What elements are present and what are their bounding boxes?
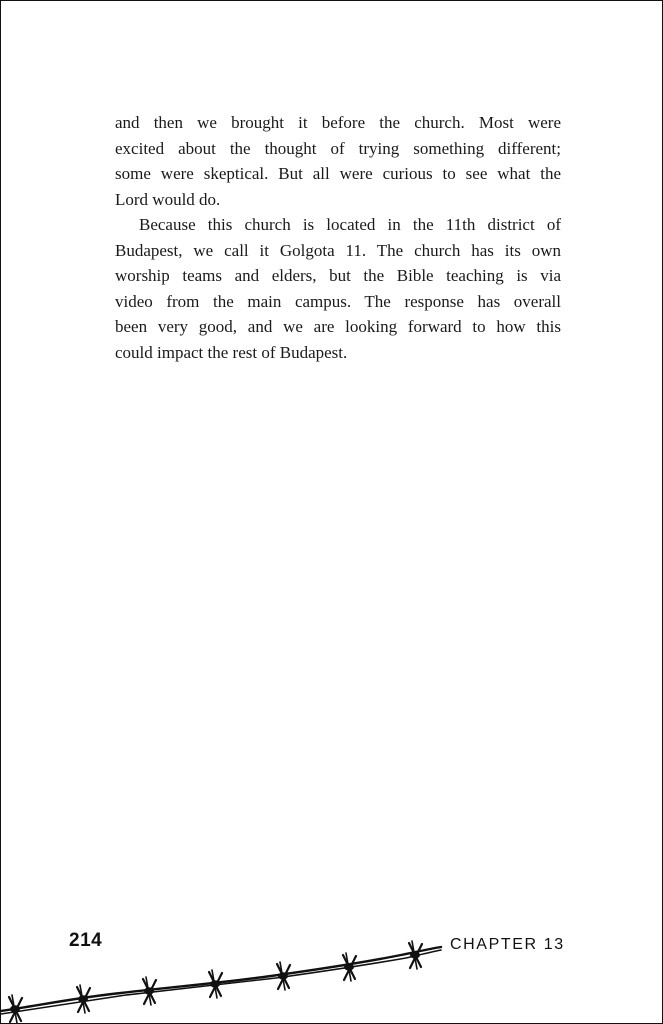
text-line: Lord would do. — [115, 189, 221, 209]
paragraph-2 — [115, 212, 561, 365]
text-line: been very good, and we are looking forward to how this — [115, 317, 561, 336]
text-line: Budapest, we call it Golgota 11. The church has its own — [115, 240, 561, 260]
text-line: and then we brought it before the church. Most were — [115, 113, 561, 132]
text-line: some were skeptical. But all were curious to see what the — [115, 164, 561, 183]
barb-knot — [77, 985, 90, 1013]
text-line: excited about the thought of trying something different; — [115, 138, 561, 158]
text-line: video from the main campus. The response has overall — [115, 291, 561, 311]
page-number: 214 — [69, 930, 103, 951]
paragraph-1 — [115, 110, 561, 212]
text-line: Because this church is located in the 11th district of — [139, 215, 561, 234]
body-text — [115, 110, 561, 365]
barb-knot — [143, 977, 156, 1005]
text-line: could impact the rest of Budapest. — [115, 342, 348, 362]
text-line: worship teams and elders, but the Bible teaching is via — [115, 266, 561, 285]
barbed-wire-icon — [1, 931, 663, 1024]
chapter-label: CHAPTER 13 — [450, 936, 565, 953]
